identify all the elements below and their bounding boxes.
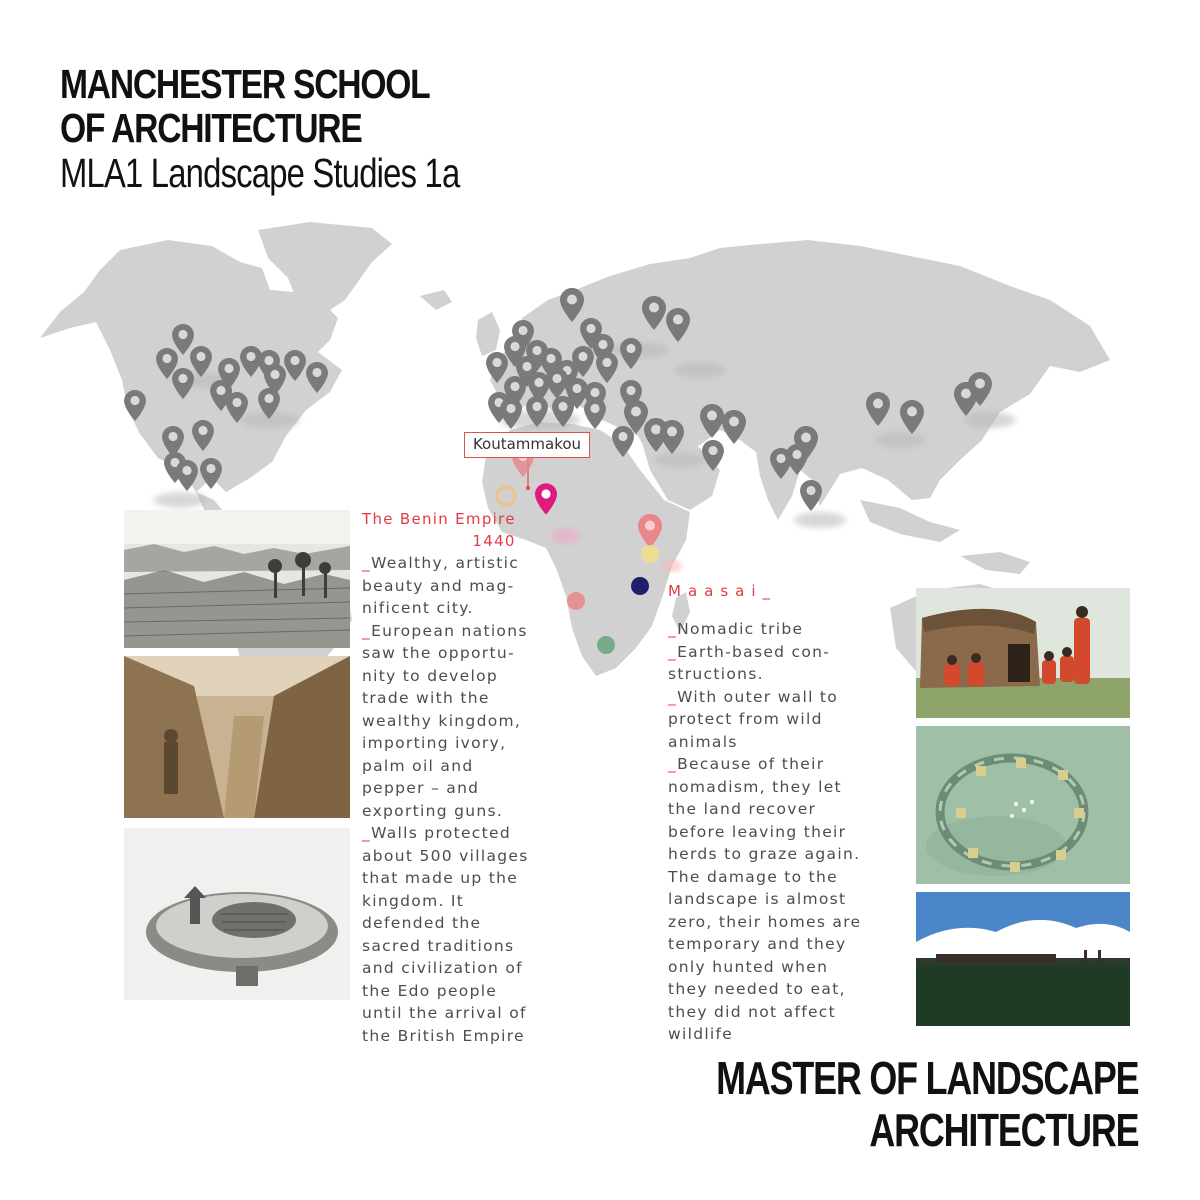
koutammakou-label: Koutammakou [464,432,590,458]
text-line: the Edo people [362,981,498,1000]
text-line: before leaving their [668,822,847,841]
new-guinea [960,552,1030,574]
text-line: pepper – and [362,779,480,797]
benin-city-engraving [124,510,350,648]
text-line: about 500 villages [362,846,529,865]
text-line: wealthy kingdom, [362,711,522,730]
footer-line-1: MASTER OF LANDSCAPE [715,1052,1138,1104]
text-line: importing ivory, [362,734,507,752]
iceland [420,290,452,310]
text-line: saw the opportu- [362,644,515,662]
site-glow [662,560,682,572]
text-line: _Nomadic tribe [668,620,804,638]
text-line: _Earth-based con- [668,642,831,661]
text-line: exporting guns. [362,801,504,820]
text-line: they did not affect [668,1002,837,1021]
map-pin-icon [584,398,606,429]
text-line: the land recover [668,800,817,818]
text-line: zero, their homes are [668,912,862,931]
site-marker [631,577,649,595]
header-line-1: MANCHESTER SCHOOL [60,61,430,107]
benin-wall-photo [124,656,350,818]
text-line: beauty and mag- [362,576,515,595]
text-line: The damage to the [668,867,839,886]
text-line: _Because of their [668,755,825,773]
maasai-title: Maasai_ [668,582,777,600]
header-line-2: OF ARCHITECTURE [60,105,362,151]
text-line: sacred traditions [362,936,515,955]
site-marker [567,592,585,610]
benin-title [362,508,516,552]
maasai-aerial-photo [916,726,1130,884]
text-line: defended the [362,914,482,932]
benin-walled-compound-engraving [124,828,350,1000]
text-line: kingdom. It [362,891,465,910]
site-marker [597,636,615,654]
course-subtitle: MLA1 Landscape Studies 1a [60,150,460,196]
leader-dot [526,486,530,490]
text-line: landscape is almost [668,890,847,908]
text-line: they needed to eat, [668,980,846,998]
text-line: the British Empire [362,1026,525,1045]
maasai-landscape-photo [916,892,1130,1026]
text-line: nomadism, they let [668,777,842,796]
text-line: _Wealthy, artistic [362,554,520,572]
maasai-village-photo [916,588,1130,718]
footer-line-2: ARCHITECTURE [868,1104,1138,1156]
site-marker [641,545,659,563]
maasai-description [668,618,861,1046]
text-line: animals [668,732,738,751]
text-line: nificent city. [362,599,474,617]
text-line: protect from wild [668,710,823,728]
text-line: nity to develop [362,666,499,685]
text-line: _With outer wall to [668,687,839,706]
benin-title-year: 1440 [472,532,516,550]
great-britain [476,312,500,356]
text-line: herds to graze again. [668,845,861,863]
text-line: _Walls protected [362,824,511,842]
benin-description [362,552,529,1047]
text-line: temporary and they [668,935,847,953]
text-line: palm oil and [362,756,474,775]
text-line: structions. [668,665,764,683]
text-line: _European nations [362,621,528,640]
se-asia [860,500,960,542]
map-pin-icon [800,480,822,511]
text-line: until the arrival of [362,1004,527,1022]
text-line: and civilization of [362,959,523,977]
text-line: trade with the [362,689,490,707]
text-line: only hunted when [668,957,829,976]
text-line: wildlife [668,1025,734,1043]
benin-title-name: The Benin Empire [362,510,516,528]
text-line: that made up the [362,869,519,887]
program-footer [597,1052,1138,1156]
benin-glow [552,528,580,544]
